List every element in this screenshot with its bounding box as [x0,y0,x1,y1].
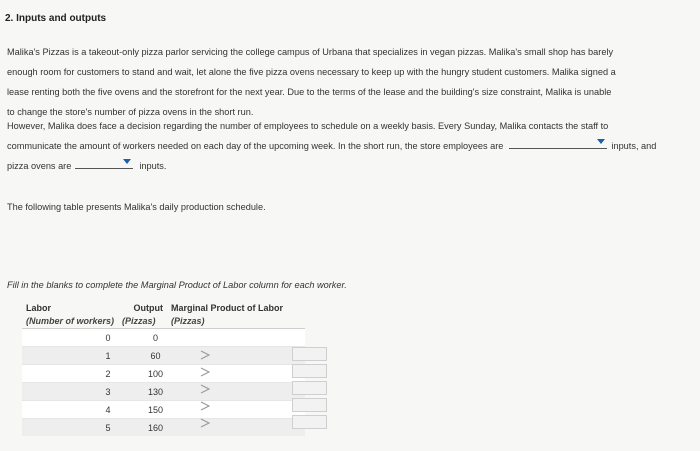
triangle-down-icon [123,159,131,164]
ovens-input-type-dropdown[interactable] [75,157,133,169]
labor-cell: 4 [22,401,118,419]
output-cell: 130 [118,383,167,401]
decision-line-1: However, Malika does face a decision regarding the number of employees to schedule on a weekly basis. Every Sunday, Malika contacts the staff to [7,121,609,131]
intro-line: lease renting both the five ovens and the storefront for the next year. Due to the terms of the lease and the building's size constraint, Malika is unable [7,87,612,97]
header-subrow [22,315,305,329]
output-subheader: (Pizzas) [118,315,167,329]
table-row [22,329,305,347]
intro-paragraph [7,42,687,122]
mpl-input-worker-1[interactable] [292,347,327,361]
mpl-header: Marginal Product of Labor [171,303,284,313]
chevron-right-icon [200,367,210,377]
table-row [22,365,305,383]
labor-header: Labor [26,303,52,313]
labor-cell: 3 [22,383,118,401]
table-row [22,347,305,365]
employees-input-type-dropdown[interactable] [509,137,607,149]
employees-text: communicate the amount of workers needed on each day of the upcoming week. In the short run, the store employees are [7,141,504,151]
mpl-subheader: (Pizzas) [167,315,305,329]
table-row [22,419,305,437]
labor-cell: 0 [22,329,118,347]
chevron-right-icon [200,350,210,360]
table-row [22,401,305,419]
mpl-input-worker-2[interactable] [292,364,327,378]
ovens-text: pizza ovens are [7,161,72,171]
intro-line: enough room for customers to stand and wait, let alone the five pizza ovens necessary to keep up with the hungry student customers. Malika signed a [7,67,616,77]
decision-line-2 [7,136,687,156]
output-cell: 0 [118,329,167,347]
instruction-text: Fill in the blanks to complete the Marginal Product of Labor column for each worker. [7,280,347,290]
mpl-input-worker-4[interactable] [292,398,327,412]
header-row [22,302,305,315]
chevron-right-icon [200,418,210,428]
decision-paragraph [7,116,687,176]
labor-cell: 2 [22,365,118,383]
table-intro: The following table presents Malika's daily production schedule. [7,202,266,212]
employees-text-after: inputs, and [611,141,657,151]
output-cell: 60 [118,347,167,365]
table-row [22,383,305,401]
output-cell: 100 [118,365,167,383]
labor-cell: 1 [22,347,118,365]
decision-line-3 [7,156,687,176]
mpl-input-worker-3[interactable] [292,381,327,395]
labor-subheader: (Number of workers) [22,315,118,329]
output-header: Output [133,303,164,313]
ovens-text-after: inputs. [139,161,167,171]
triangle-down-icon [597,139,605,144]
intro-line: to change the store's number of pizza ovens in the short run. [7,107,254,117]
labor-cell: 5 [22,419,118,437]
output-cell: 150 [118,401,167,419]
chevron-right-icon [200,401,210,411]
production-schedule-table [22,302,305,436]
chevron-right-icon [200,384,210,394]
intro-line: Malika's Pizzas is a takeout-only pizza parlor servicing the college campus of Urbana that specializes in vegan pizzas. Malika's small shop has barely [7,47,614,57]
output-cell: 160 [118,419,167,437]
mpl-input-worker-5[interactable] [292,415,327,429]
question-title: 2. Inputs and outputs [5,13,107,24]
